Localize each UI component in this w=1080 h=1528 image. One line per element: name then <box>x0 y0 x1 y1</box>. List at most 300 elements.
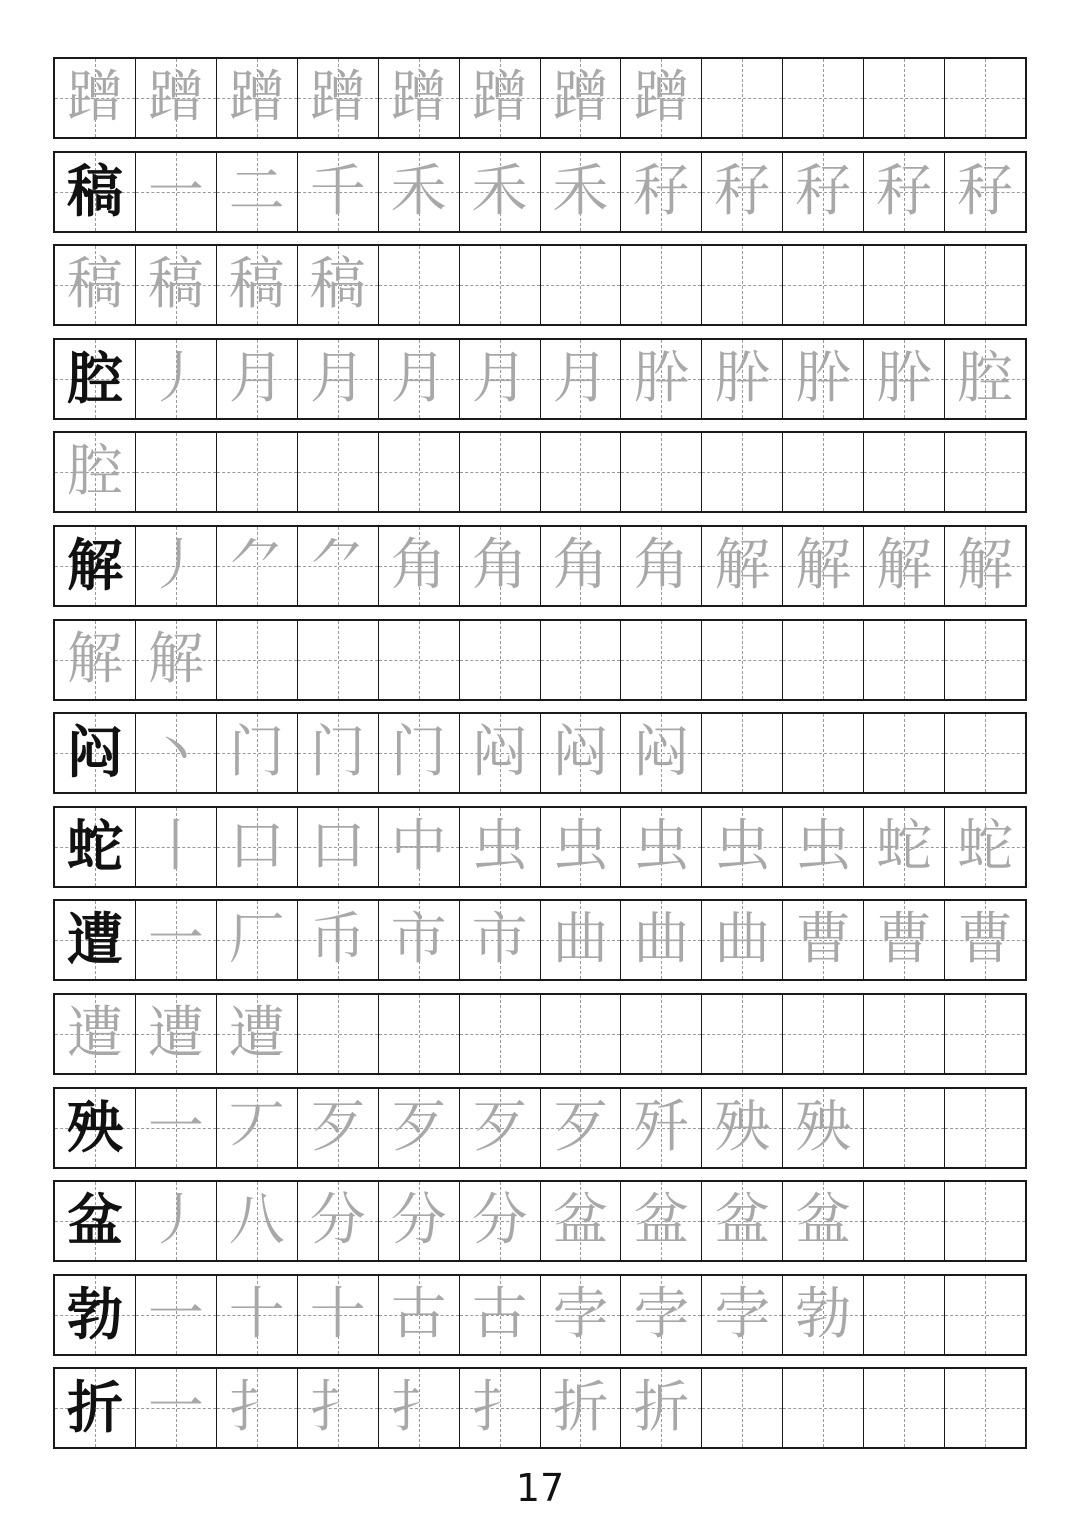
trace-character: 角 <box>471 532 528 598</box>
trace-cell <box>378 901 459 979</box>
trace-cell <box>216 808 297 886</box>
trace-cell <box>701 621 782 699</box>
trace-cell <box>135 246 216 324</box>
trace-cell <box>135 340 216 418</box>
trace-character: 古 <box>471 1281 528 1347</box>
trace-character: 丿 <box>147 345 204 411</box>
trace-cell <box>863 1182 944 1260</box>
practice-row <box>53 1367 1027 1449</box>
trace-cell <box>459 995 540 1073</box>
trace-cell <box>782 621 863 699</box>
trace-cell <box>863 433 944 511</box>
trace-cell <box>540 1276 621 1354</box>
trace-cell <box>540 1369 621 1447</box>
trace-cell <box>297 714 378 792</box>
trace-cell <box>297 1369 378 1447</box>
trace-character: 丨 <box>147 813 204 879</box>
trace-character: 秄 <box>957 158 1014 224</box>
trace-cell <box>459 246 540 324</box>
trace-cell <box>135 714 216 792</box>
practice-grid <box>53 57 1027 1461</box>
trace-cell <box>540 433 621 511</box>
trace-cell <box>620 340 701 418</box>
trace-character: 稿 <box>66 252 123 318</box>
trace-cell <box>782 433 863 511</box>
trace-cell <box>620 433 701 511</box>
trace-cell <box>216 901 297 979</box>
trace-character: 币 <box>309 907 366 973</box>
trace-cell <box>782 153 863 231</box>
model-character: 遭 <box>66 907 123 974</box>
model-cell <box>55 808 135 886</box>
trace-cell <box>216 340 297 418</box>
trace-cell <box>540 808 621 886</box>
trace-cell <box>135 527 216 605</box>
trace-cell <box>782 1369 863 1447</box>
trace-cell <box>620 153 701 231</box>
trace-cell <box>863 340 944 418</box>
trace-cell <box>863 995 944 1073</box>
trace-cell <box>944 995 1025 1073</box>
trace-character: 月 <box>471 345 528 411</box>
trace-character: 腔 <box>957 345 1014 411</box>
trace-character: 蹭 <box>66 65 123 130</box>
trace-character: 角 <box>552 532 609 598</box>
model-cell <box>55 59 135 137</box>
trace-cell <box>620 1369 701 1447</box>
trace-character: 一 <box>147 1375 204 1441</box>
trace-character: 解 <box>957 532 1014 598</box>
trace-cell <box>540 527 621 605</box>
trace-cell <box>944 246 1025 324</box>
trace-cell <box>216 621 297 699</box>
trace-cell <box>701 1182 782 1260</box>
trace-cell <box>216 995 297 1073</box>
trace-cell <box>378 433 459 511</box>
trace-cell <box>782 808 863 886</box>
trace-character: 一 <box>147 1094 204 1160</box>
trace-cell <box>863 1276 944 1354</box>
trace-cell <box>216 246 297 324</box>
trace-cell <box>701 995 782 1073</box>
model-cell <box>55 714 135 792</box>
trace-cell <box>135 1089 216 1167</box>
model-character: 勃 <box>66 1281 123 1348</box>
model-character: 稿 <box>66 158 123 225</box>
trace-cell <box>135 808 216 886</box>
trace-cell <box>378 246 459 324</box>
trace-cell <box>378 340 459 418</box>
trace-character: 孛 <box>714 1281 771 1347</box>
trace-character: 丆 <box>228 1094 285 1160</box>
trace-cell <box>540 995 621 1073</box>
trace-character: 分 <box>471 1188 528 1254</box>
trace-cell <box>944 153 1025 231</box>
trace-cell <box>216 433 297 511</box>
trace-character: ⺈ <box>309 532 366 598</box>
trace-character: 月 <box>390 345 447 411</box>
trace-character: 肸 <box>633 345 690 411</box>
trace-character: 蛇 <box>957 813 1014 879</box>
trace-cell <box>782 995 863 1073</box>
trace-character: 秄 <box>633 158 690 224</box>
trace-cell <box>620 621 701 699</box>
trace-character: 禾 <box>390 158 447 224</box>
trace-cell <box>701 901 782 979</box>
trace-cell <box>782 714 863 792</box>
trace-cell <box>297 901 378 979</box>
trace-cell <box>378 1089 459 1167</box>
trace-character: 闷 <box>471 720 528 786</box>
trace-cell <box>135 901 216 979</box>
trace-character: 虫 <box>633 813 690 879</box>
model-character: 盆 <box>66 1188 123 1255</box>
trace-character: 歹 <box>390 1094 447 1160</box>
trace-cell <box>944 340 1025 418</box>
trace-cell <box>459 340 540 418</box>
trace-character: 十 <box>309 1281 366 1347</box>
trace-character: 扌 <box>228 1375 285 1441</box>
trace-character: 门 <box>228 720 285 786</box>
trace-cell <box>863 527 944 605</box>
trace-character: 歹 <box>309 1094 366 1160</box>
trace-cell <box>944 527 1025 605</box>
trace-character: 肸 <box>714 345 771 411</box>
trace-cell <box>297 995 378 1073</box>
trace-cell <box>782 340 863 418</box>
trace-cell <box>620 901 701 979</box>
trace-cell <box>378 153 459 231</box>
trace-cell <box>620 808 701 886</box>
trace-character: 稿 <box>309 252 366 318</box>
trace-character: 分 <box>309 1188 366 1254</box>
trace-character: 蛇 <box>876 813 933 879</box>
trace-cell <box>378 714 459 792</box>
trace-character: 丶 <box>147 720 204 786</box>
model-cell <box>55 246 135 324</box>
model-cell <box>55 153 135 231</box>
trace-character: 闷 <box>633 720 690 786</box>
trace-cell <box>701 714 782 792</box>
trace-cell <box>782 527 863 605</box>
trace-cell <box>944 621 1025 699</box>
trace-cell <box>620 1089 701 1167</box>
trace-character: 一 <box>147 1281 204 1347</box>
trace-cell <box>863 59 944 137</box>
trace-cell <box>863 246 944 324</box>
trace-character: 秄 <box>876 158 933 224</box>
trace-character: 月 <box>552 345 609 411</box>
model-cell <box>55 901 135 979</box>
trace-character: 一 <box>147 158 204 224</box>
trace-cell <box>782 1182 863 1260</box>
trace-cell <box>216 1182 297 1260</box>
trace-character: 秄 <box>795 158 852 224</box>
trace-cell <box>459 153 540 231</box>
page-number: 17 <box>515 1466 565 1510</box>
trace-cell <box>135 995 216 1073</box>
trace-character: 解 <box>876 532 933 598</box>
model-cell <box>55 621 135 699</box>
practice-row <box>53 1274 1027 1356</box>
trace-character: 禾 <box>471 158 528 224</box>
trace-character: 歼 <box>633 1094 690 1160</box>
trace-cell <box>540 246 621 324</box>
trace-character: 丿 <box>147 1188 204 1254</box>
practice-row <box>53 806 1027 888</box>
trace-cell <box>701 1276 782 1354</box>
trace-character: 歹 <box>471 1094 528 1160</box>
trace-cell <box>863 1369 944 1447</box>
trace-cell <box>459 901 540 979</box>
trace-character: 口 <box>309 813 366 879</box>
trace-character: 月 <box>309 345 366 411</box>
trace-character: 分 <box>390 1188 447 1254</box>
trace-character: 角 <box>633 532 690 598</box>
trace-character: 殃 <box>795 1094 852 1160</box>
trace-cell <box>701 246 782 324</box>
trace-cell <box>297 621 378 699</box>
trace-character: 盆 <box>633 1188 690 1254</box>
trace-cell <box>944 1089 1025 1167</box>
trace-cell <box>297 59 378 137</box>
practice-row <box>53 619 1027 701</box>
practice-row <box>53 1180 1027 1262</box>
trace-cell <box>620 1276 701 1354</box>
model-character: 蛇 <box>66 813 123 880</box>
trace-cell <box>540 153 621 231</box>
trace-cell <box>378 1182 459 1260</box>
trace-cell <box>944 808 1025 886</box>
trace-cell <box>216 59 297 137</box>
trace-character: 禾 <box>552 158 609 224</box>
trace-character: 盆 <box>795 1188 852 1254</box>
trace-character: 蹭 <box>471 65 528 130</box>
trace-character: 稿 <box>228 252 285 318</box>
trace-cell <box>701 59 782 137</box>
trace-character: 折 <box>552 1375 609 1441</box>
trace-cell <box>863 1089 944 1167</box>
trace-character: 曹 <box>876 907 933 973</box>
trace-character: 一 <box>147 907 204 973</box>
trace-cell <box>863 714 944 792</box>
trace-cell <box>701 340 782 418</box>
trace-cell <box>701 527 782 605</box>
trace-cell <box>459 527 540 605</box>
trace-character: 扌 <box>390 1375 447 1441</box>
trace-cell <box>459 1276 540 1354</box>
trace-character: 曲 <box>633 907 690 973</box>
trace-cell <box>620 714 701 792</box>
trace-character: 盆 <box>714 1188 771 1254</box>
model-cell <box>55 1369 135 1447</box>
practice-row <box>53 151 1027 233</box>
trace-cell <box>620 995 701 1073</box>
trace-character: 解 <box>714 532 771 598</box>
trace-cell <box>135 1276 216 1354</box>
trace-character: 中 <box>390 813 447 879</box>
trace-character: 肸 <box>795 345 852 411</box>
practice-row <box>53 57 1027 139</box>
trace-cell <box>135 621 216 699</box>
model-cell <box>55 433 135 511</box>
trace-character: ⺈ <box>228 532 285 598</box>
trace-character: 殃 <box>714 1094 771 1160</box>
trace-cell <box>540 1182 621 1260</box>
trace-cell <box>297 1182 378 1260</box>
trace-character: 解 <box>147 626 204 692</box>
trace-cell <box>863 808 944 886</box>
trace-cell <box>297 527 378 605</box>
trace-cell <box>378 995 459 1073</box>
trace-cell <box>135 153 216 231</box>
trace-cell <box>378 527 459 605</box>
trace-cell <box>297 433 378 511</box>
practice-row <box>53 244 1027 326</box>
trace-cell <box>944 433 1025 511</box>
trace-cell <box>944 1369 1025 1447</box>
trace-cell <box>701 808 782 886</box>
model-cell <box>55 527 135 605</box>
trace-character: 秄 <box>714 158 771 224</box>
trace-cell <box>540 1089 621 1167</box>
trace-cell <box>297 808 378 886</box>
trace-cell <box>135 59 216 137</box>
trace-character: 曹 <box>795 907 852 973</box>
practice-row <box>53 431 1027 513</box>
trace-character: 蹭 <box>633 65 690 130</box>
trace-cell <box>216 1089 297 1167</box>
trace-cell <box>297 1089 378 1167</box>
model-cell <box>55 340 135 418</box>
model-character: 折 <box>66 1375 123 1442</box>
trace-cell <box>297 246 378 324</box>
trace-cell <box>944 1182 1025 1260</box>
trace-cell <box>135 1369 216 1447</box>
trace-character: 稿 <box>147 252 204 318</box>
trace-cell <box>459 1089 540 1167</box>
trace-cell <box>944 714 1025 792</box>
trace-cell <box>620 59 701 137</box>
trace-cell <box>216 1369 297 1447</box>
model-character: 闷 <box>66 720 123 787</box>
trace-cell <box>378 621 459 699</box>
model-cell <box>55 995 135 1073</box>
trace-character: 二 <box>228 158 285 224</box>
trace-character: 角 <box>390 532 447 598</box>
trace-character: 蹭 <box>309 65 366 130</box>
trace-character: 曹 <box>957 907 1014 973</box>
trace-cell <box>378 808 459 886</box>
trace-character: 扌 <box>471 1375 528 1441</box>
trace-character: 歹 <box>552 1094 609 1160</box>
trace-character: 厂 <box>228 907 285 973</box>
trace-character: 门 <box>309 720 366 786</box>
trace-character: 虫 <box>471 813 528 879</box>
trace-cell <box>701 1089 782 1167</box>
model-cell <box>55 1276 135 1354</box>
trace-cell <box>701 1369 782 1447</box>
trace-cell <box>944 1276 1025 1354</box>
trace-cell <box>459 1369 540 1447</box>
trace-cell <box>459 621 540 699</box>
trace-character: 遭 <box>228 1000 285 1066</box>
trace-character: 折 <box>633 1375 690 1441</box>
trace-character: 蹭 <box>228 65 285 130</box>
trace-character: 蹭 <box>552 65 609 130</box>
trace-cell <box>378 1369 459 1447</box>
model-character: 解 <box>66 532 123 599</box>
trace-cell <box>216 153 297 231</box>
trace-character: 八 <box>228 1188 285 1254</box>
trace-character: 月 <box>228 345 285 411</box>
trace-cell <box>540 621 621 699</box>
trace-cell <box>297 340 378 418</box>
model-cell <box>55 1089 135 1167</box>
trace-character: 盆 <box>552 1188 609 1254</box>
trace-cell <box>863 901 944 979</box>
practice-row <box>53 993 1027 1075</box>
practice-row <box>53 899 1027 981</box>
trace-character: 口 <box>228 813 285 879</box>
trace-character: 遭 <box>66 1000 123 1066</box>
trace-cell <box>216 527 297 605</box>
trace-character: 遭 <box>147 1000 204 1066</box>
trace-cell <box>782 246 863 324</box>
trace-character: 虫 <box>795 813 852 879</box>
practice-row <box>53 712 1027 794</box>
trace-character: 蹭 <box>390 65 447 130</box>
trace-character: 曲 <box>714 907 771 973</box>
trace-cell <box>459 433 540 511</box>
trace-cell <box>135 1182 216 1260</box>
trace-cell <box>782 59 863 137</box>
trace-cell <box>540 714 621 792</box>
trace-character: 腔 <box>66 439 123 505</box>
trace-character: 解 <box>66 626 123 692</box>
trace-character: 肸 <box>876 345 933 411</box>
trace-character: 千 <box>309 158 366 224</box>
trace-cell <box>459 1182 540 1260</box>
trace-character: 扌 <box>309 1375 366 1441</box>
trace-cell <box>459 808 540 886</box>
trace-character: 曲 <box>552 907 609 973</box>
practice-row <box>53 338 1027 420</box>
trace-cell <box>944 901 1025 979</box>
trace-cell <box>216 1276 297 1354</box>
trace-character: 勃 <box>795 1281 852 1347</box>
trace-cell <box>620 527 701 605</box>
trace-cell <box>216 714 297 792</box>
trace-cell <box>378 1276 459 1354</box>
trace-character: 市 <box>471 907 528 973</box>
trace-cell <box>863 153 944 231</box>
trace-cell <box>540 340 621 418</box>
trace-character: 门 <box>390 720 447 786</box>
trace-character: 十 <box>228 1281 285 1347</box>
trace-cell <box>620 246 701 324</box>
trace-character: 虫 <box>552 813 609 879</box>
trace-cell <box>620 1182 701 1260</box>
trace-character: 解 <box>795 532 852 598</box>
trace-cell <box>135 433 216 511</box>
trace-cell <box>701 153 782 231</box>
trace-cell <box>863 621 944 699</box>
trace-cell <box>540 901 621 979</box>
trace-character: 蹭 <box>147 65 204 130</box>
model-character: 腔 <box>66 345 123 412</box>
trace-cell <box>378 59 459 137</box>
